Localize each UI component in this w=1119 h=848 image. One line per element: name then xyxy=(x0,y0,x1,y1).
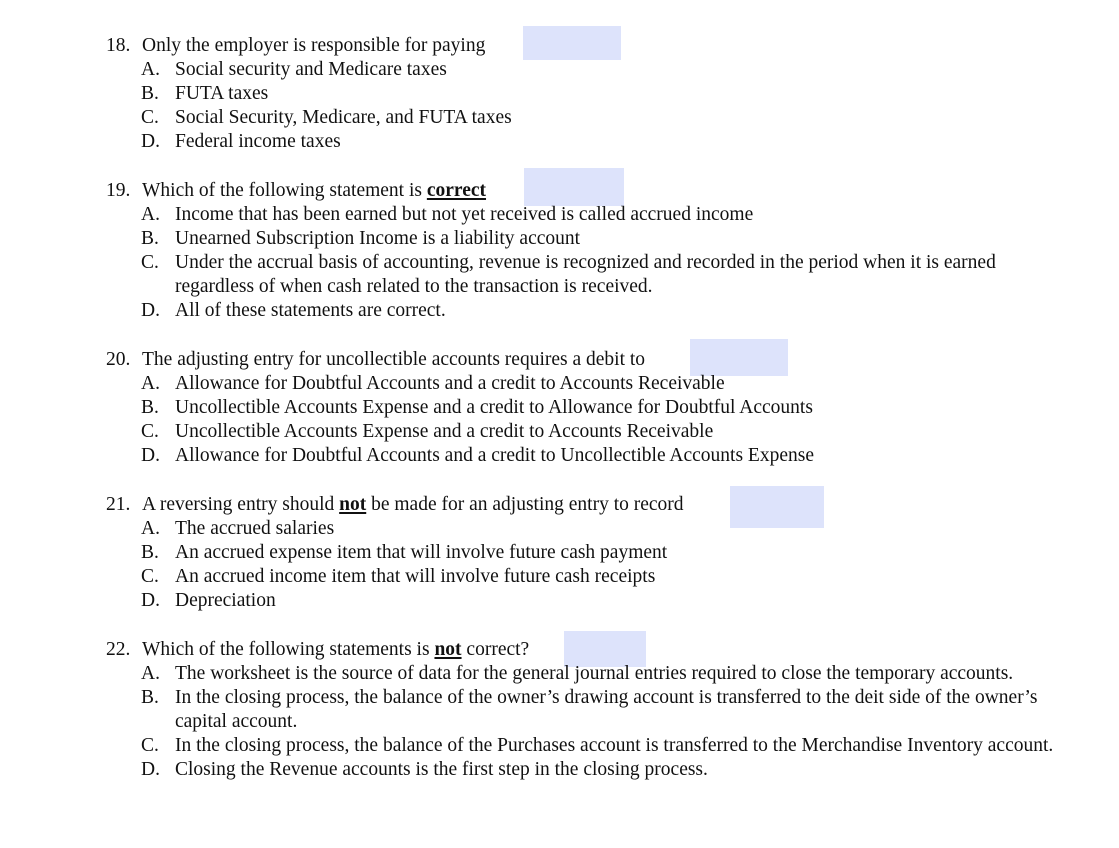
option-d[interactable] xyxy=(106,758,1075,782)
stem-text: A reversing entry should xyxy=(142,494,340,515)
option-d[interactable] xyxy=(106,130,1075,154)
option-text: An accrued expense item that will involve future cash payment xyxy=(175,542,668,563)
option-d[interactable] xyxy=(106,444,1075,468)
options-list xyxy=(106,517,1066,613)
option-c[interactable] xyxy=(106,251,1075,299)
option-b[interactable] xyxy=(106,541,1075,565)
option-letter: A. xyxy=(141,373,160,394)
option-b[interactable] xyxy=(106,82,1075,106)
option-text: Income that has been earned but not yet received is called accrued income xyxy=(175,204,754,225)
option-b[interactable] xyxy=(106,686,1075,734)
options-list xyxy=(106,203,1066,323)
option-letter: B. xyxy=(141,228,159,249)
option-letter: D. xyxy=(141,445,160,466)
option-letter: D. xyxy=(141,131,160,152)
option-letter: C. xyxy=(141,107,159,128)
question-20 xyxy=(106,348,1066,468)
option-letter: B. xyxy=(141,542,159,563)
option-d[interactable] xyxy=(106,299,1075,323)
option-text: The worksheet is the source of data for the general journal entries required to close the temporary accounts. xyxy=(175,663,1014,684)
option-a[interactable] xyxy=(106,517,1075,541)
option-letter: D. xyxy=(141,300,160,321)
option-text: FUTA taxes xyxy=(175,83,269,104)
stem-text: Only the employer is responsible for paying xyxy=(142,35,486,56)
stem-text-after: be made for an adjusting entry to record xyxy=(366,494,684,515)
option-a[interactable] xyxy=(106,203,1075,227)
question-22 xyxy=(106,638,1066,782)
question-number: 22. xyxy=(106,639,131,660)
options-list xyxy=(106,662,1066,782)
option-text: In the closing process, the balance of the Purchases account is transferred to the Merchandise Inventory account. xyxy=(175,735,1054,756)
question-stem xyxy=(106,493,1066,517)
stem-emphasis: not xyxy=(434,639,462,660)
option-text: Depreciation xyxy=(175,590,276,611)
option-d[interactable] xyxy=(106,589,1075,613)
option-letter: A. xyxy=(141,59,160,80)
question-stem xyxy=(106,348,1066,372)
option-letter: C. xyxy=(141,421,159,442)
stem-text: Which of the following statements is xyxy=(142,639,435,660)
question-stem xyxy=(106,179,1066,203)
option-text: Uncollectible Accounts Expense and a credit to Allowance for Doubtful Accounts xyxy=(175,397,813,418)
question-number: 18. xyxy=(106,35,131,56)
options-list xyxy=(106,372,1066,468)
question-number: 21. xyxy=(106,494,131,515)
option-c[interactable] xyxy=(106,565,1075,589)
option-letter: C. xyxy=(141,566,159,587)
question-18 xyxy=(106,34,1066,154)
stem-text: Which of the following statement is xyxy=(142,180,427,201)
option-c[interactable] xyxy=(106,420,1075,444)
option-text: Uncollectible Accounts Expense and a credit to Accounts Receivable xyxy=(175,421,714,442)
option-text: Allowance for Doubtful Accounts and a credit to Uncollectible Accounts Expense xyxy=(175,445,814,466)
question-number: 20. xyxy=(106,349,131,370)
option-letter: D. xyxy=(141,590,160,611)
option-b[interactable] xyxy=(106,227,1075,251)
option-text: Unearned Subscription Income is a liability account xyxy=(175,228,581,249)
option-text: Federal income taxes xyxy=(175,131,341,152)
stem-text-after: correct? xyxy=(461,639,530,660)
option-a[interactable] xyxy=(106,662,1075,686)
question-21 xyxy=(106,493,1066,613)
stem-emphasis: correct xyxy=(426,180,487,201)
option-letter: B. xyxy=(141,83,159,104)
option-letter: A. xyxy=(141,518,160,539)
option-text: An accrued income item that will involve future cash receipts xyxy=(175,566,656,587)
option-text: All of these statements are correct. xyxy=(175,300,446,321)
answer-box[interactable] xyxy=(690,339,788,376)
question-stem xyxy=(106,34,1066,58)
option-a[interactable] xyxy=(106,372,1075,396)
option-text: Under the accrual basis of accounting, revenue is recognized and recorded in the period when it is earned regardless of when cash related to the transaction is received. xyxy=(175,252,996,297)
question-stem xyxy=(106,638,1066,662)
stem-text: The adjusting entry for uncollectible accounts requires a debit to xyxy=(142,349,646,370)
options-list xyxy=(106,58,1066,154)
option-text: Allowance for Doubtful Accounts and a credit to Accounts Receivable xyxy=(175,373,725,394)
answer-box[interactable] xyxy=(524,168,624,206)
question-19 xyxy=(106,179,1066,323)
option-letter: B. xyxy=(141,397,159,418)
option-text: Social security and Medicare taxes xyxy=(175,59,447,80)
option-letter: A. xyxy=(141,663,160,684)
stem-emphasis: not xyxy=(339,494,367,515)
option-c[interactable] xyxy=(106,734,1075,758)
option-text: The accrued salaries xyxy=(175,518,335,539)
answer-box[interactable] xyxy=(523,26,621,60)
option-letter: C. xyxy=(141,735,159,756)
option-a[interactable] xyxy=(106,58,1075,82)
option-letter: A. xyxy=(141,204,160,225)
option-b[interactable] xyxy=(106,396,1075,420)
option-text: Closing the Revenue accounts is the first step in the closing process. xyxy=(175,759,708,780)
option-letter: C. xyxy=(141,252,159,273)
question-number: 19. xyxy=(106,180,131,201)
option-text: Social Security, Medicare, and FUTA taxes xyxy=(175,107,512,128)
option-letter: D. xyxy=(141,759,160,780)
option-text: In the closing process, the balance of the owner’s drawing account is transferred to the deit side of the owner’s capital account. xyxy=(175,687,1038,732)
option-c[interactable] xyxy=(106,106,1075,130)
option-letter: B. xyxy=(141,687,159,708)
